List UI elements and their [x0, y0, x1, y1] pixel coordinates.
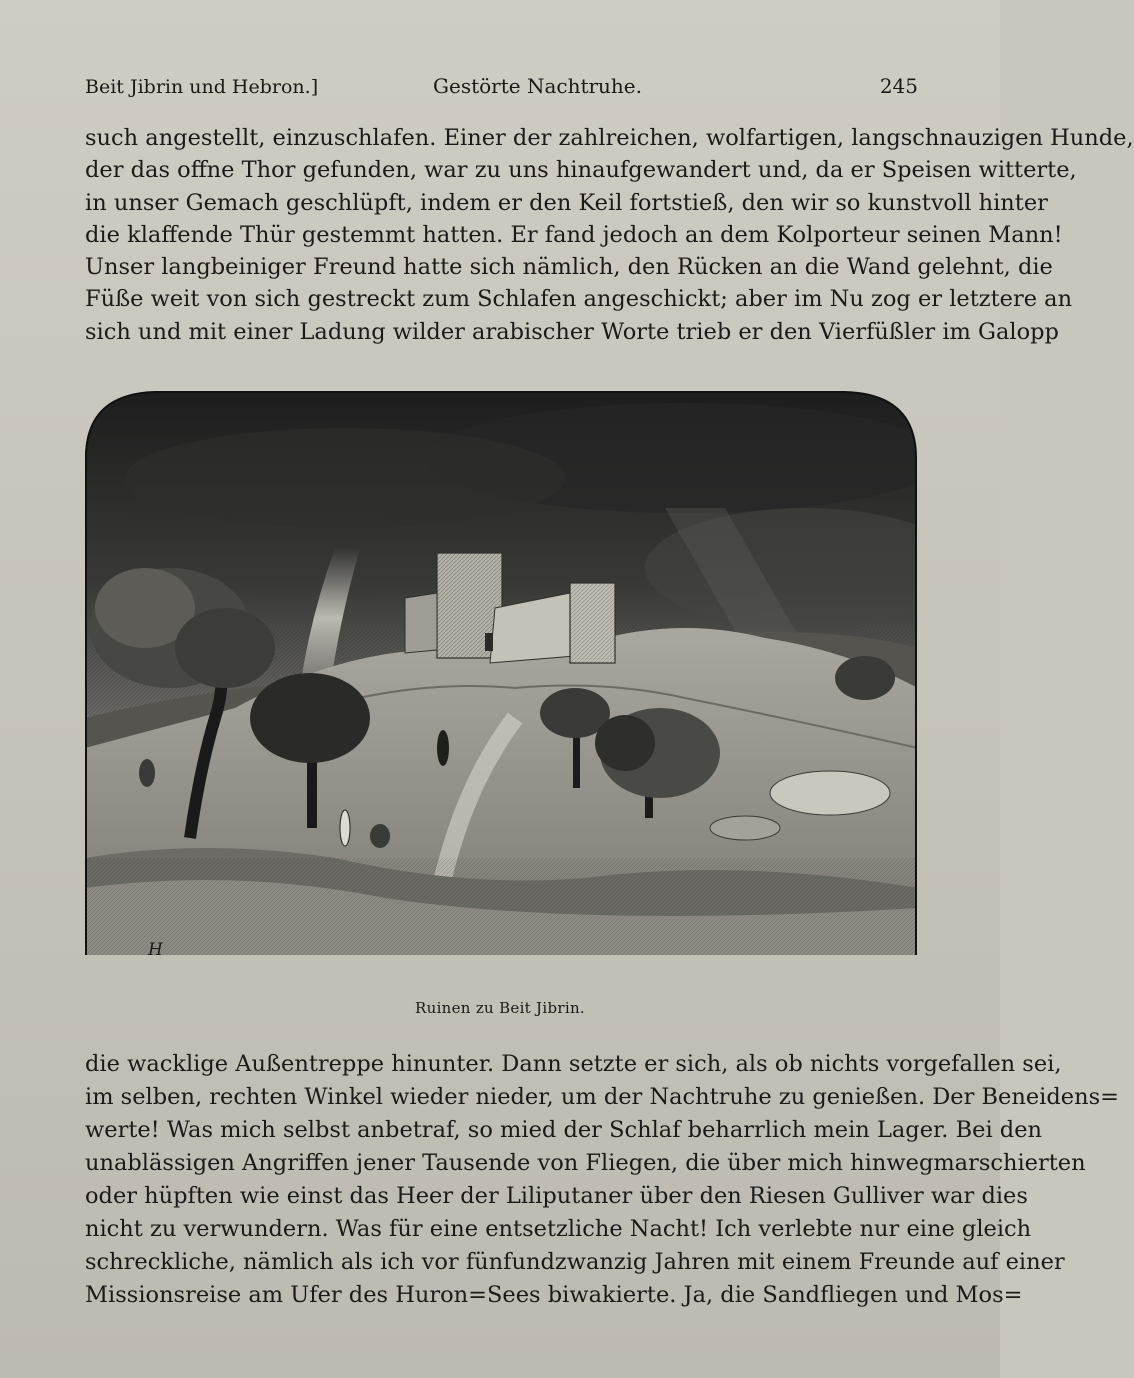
- page-number: 245: [879, 74, 918, 98]
- text-line: schreckliche, nämlich als ich vor fünfundzwanzig Jahren mit einem Freunde auf einer: [85, 1249, 1065, 1275]
- engraver-signature: H: [148, 940, 163, 960]
- running-head: [85, 72, 918, 102]
- text-line: oder hüpften wie einst das Heer der Liliputaner über den Riesen Gulliver war dies: [85, 1183, 1028, 1209]
- text-line: such angestellt, einzuschlafen. Einer der zahlreichen, wolfartigen, langschnauzigen Hunde,: [85, 125, 1134, 151]
- text-line: Missionsreise am Ufer des Huron=Sees biwakierte. Ja, die Sandfliegen und Mos=: [85, 1282, 1023, 1308]
- text-line: die wacklige Außentreppe hinunter. Dann setzte er sich, als ob nichts vorgefallen sei,: [85, 1051, 1062, 1077]
- running-head-section: Beit Jibrin und Hebron.]: [85, 76, 319, 98]
- engraving-scene: [85, 388, 965, 955]
- running-head-title: Gestörte Nachtruhe.: [433, 74, 643, 98]
- text-line: in unser Gemach geschlüpft, indem er den Keil fortstieß, den wir so kunstvoll hinter: [85, 189, 1048, 216]
- text-line: im selben, rechten Winkel wieder nieder, um der Nachtruhe zu genießen. Der Beneidens=: [85, 1084, 1119, 1110]
- text-line: Füße weit von sich gestreckt zum Schlafen angeschickt; aber im Nu zog er letztere an: [85, 286, 1073, 313]
- text-line: Unser langbeiniger Freund hatte sich nämlich, den Rücken an die Wand gelehnt, die: [85, 254, 1053, 281]
- figure-caption: Ruinen zu Beit Jibrin.: [415, 999, 585, 1017]
- body-text-top: [85, 122, 1134, 348]
- text-line: der das offne Thor gefunden, war zu uns hinaufgewandert und, da er Speisen witterte,: [85, 157, 1077, 184]
- engraving-illustration: [85, 388, 918, 955]
- text-line: unablässigen Angriffen jener Tausende von Fliegen, die über mich hinwegmarschierten: [85, 1150, 1086, 1176]
- text-line: nicht zu verwundern. Was für eine entsetzliche Nacht! Ich verlebte nur eine gleich: [85, 1216, 1032, 1242]
- text-line: werte! Was mich selbst anbetraf, so mied der Schlaf beharrlich mein Lager. Bei den: [85, 1117, 1043, 1143]
- text-line: die klaffende Thür gestemmt hatten. Er fand jedoch an dem Kolporteur seinen Mann!: [85, 221, 1063, 248]
- text-line: sich und mit einer Ladung wilder arabischer Worte trieb er den Vierfüßler im Galopp: [85, 318, 1059, 345]
- body-text-bottom: [85, 1048, 1119, 1312]
